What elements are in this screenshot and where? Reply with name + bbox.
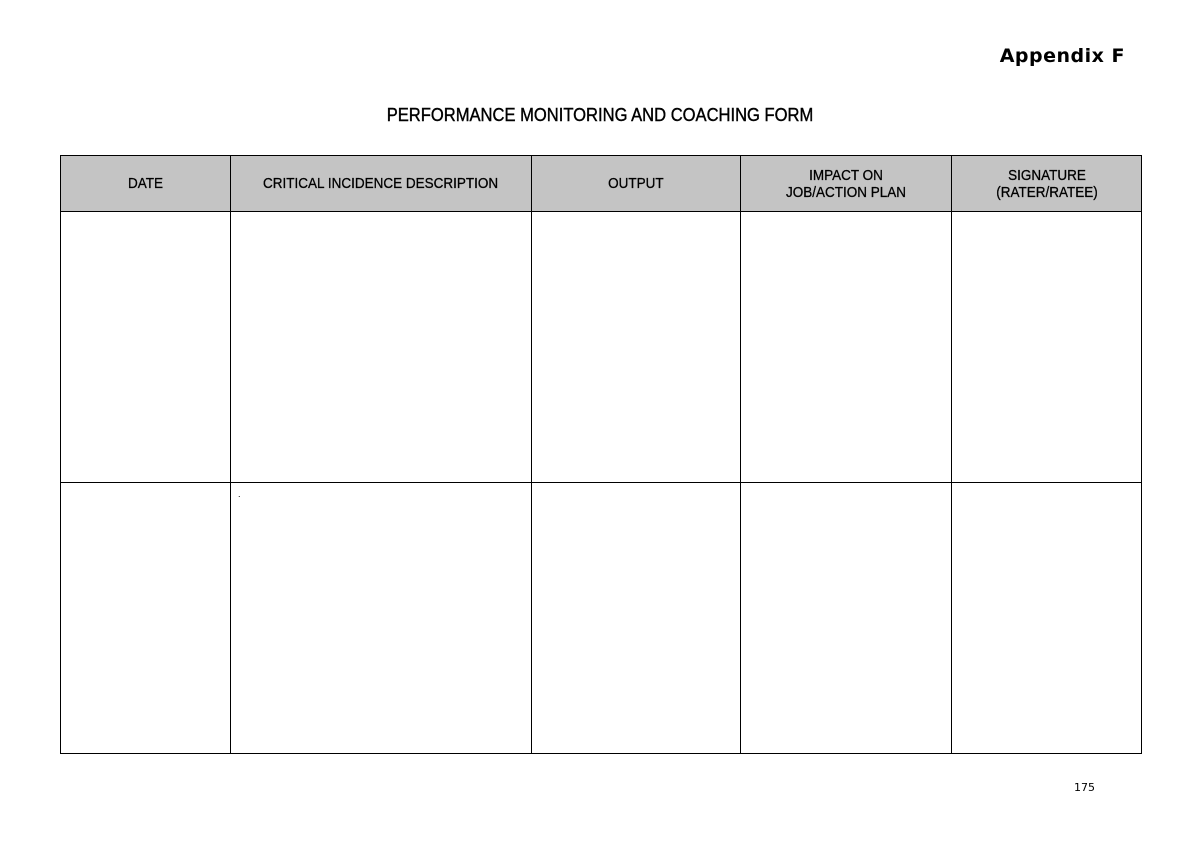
table-row [61, 483, 1142, 754]
impact-on-job-action-plan-cell[interactable] [741, 212, 952, 483]
column-header-signature: SIGNATURE (RATER/RATEE) [952, 156, 1142, 212]
stray-dot-mark: . [238, 489, 241, 499]
coaching-form-table [60, 155, 1142, 754]
column-header-impact-on-job-action-plan: IMPACT ON JOB/ACTION PLAN [741, 156, 952, 212]
column-header-date: DATE [61, 156, 231, 212]
date-cell[interactable] [61, 212, 231, 483]
table-row [61, 212, 1142, 483]
signature-cell[interactable] [952, 212, 1142, 483]
column-header-output: OUTPUT [532, 156, 741, 212]
table-header-row [61, 156, 1142, 212]
output-cell[interactable] [532, 483, 741, 754]
output-cell[interactable] [532, 212, 741, 483]
column-header-critical-incidence-description: CRITICAL INCIDENCE DESCRIPTION [231, 156, 532, 212]
form-title: PERFORMANCE MONITORING AND COACHING FORM [386, 105, 814, 125]
signature-cell[interactable] [952, 483, 1142, 754]
critical-incidence-description-cell[interactable] [231, 483, 532, 754]
critical-incidence-description-cell[interactable] [231, 212, 532, 483]
impact-on-job-action-plan-cell[interactable] [741, 483, 952, 754]
date-cell[interactable] [61, 483, 231, 754]
page-number: 175 [1074, 781, 1095, 794]
appendix-label: Appendix F [999, 45, 1125, 67]
